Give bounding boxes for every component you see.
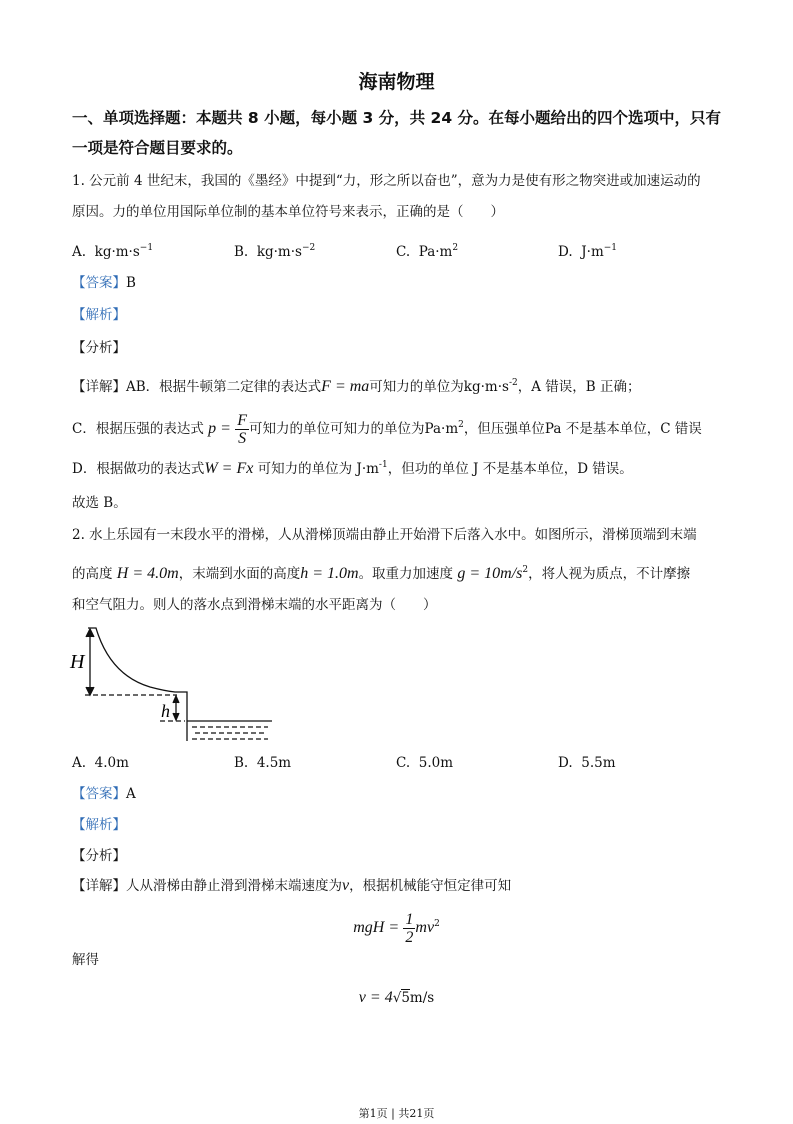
q1-option-b: B. $kg\cdot m\cdot s^{-2}$ — [234, 243, 316, 260]
fraction: $\frac{F}{S}$ — [237, 412, 248, 447]
q2-equation-energy: mgH = $\frac{1}{2}$ $mv^2$ — [353, 911, 440, 946]
q2-detail: 【详解】人从滑梯由静止滑到滑梯末端速度为v，根据机械能守恒定律可知 — [72, 877, 512, 894]
height-h-label: h — [161, 701, 170, 721]
q1-detail-ab: 【详解】AB．根据牛顿第二定律的表达式F = ma可知力的单位为$kg\cdot m\cdot s^{-2}$，A 错误，B 正确； — [72, 378, 641, 395]
height-H-label: H — [70, 651, 85, 673]
page-title: 海南物理 — [358, 71, 435, 93]
q2-fenxi-label: 【分析】 — [72, 848, 126, 864]
page-footer: 第1页 | 共21页 — [358, 1107, 435, 1120]
q2-stem: 2. 水上乐园有一末段水平的滑梯，人从滑梯顶端由静止开始滑下后落入水中。如图所示，滑梯顶端到末端 — [72, 527, 697, 543]
q1-detail-d: D．根据做功的表达式W = Fx 可知力的单位为 $J\cdot m^{-1}$，但功的单位 J 不是基本单位，D 错误。 — [72, 460, 633, 477]
q1-stem: 1. 公元前 4 世纪末，我国的《墨经》中提到“力，形之所以奋也”，意为力是使有形之物突进或加速运动的 — [72, 173, 701, 189]
q2-option-c: C. 5.0m — [396, 755, 454, 771]
q1-option-d: D. $J\cdot m^{-1}$ — [558, 243, 618, 260]
q1-option-c: C. $Pa\cdot m^2$ — [396, 243, 459, 260]
section-heading: 一、单项选择题：本题共 8 小题，每小题 3 分，共 24 分。在每小题给出的四个选项中，只有 — [72, 109, 722, 127]
q2-solve-label: 解得 — [72, 952, 99, 968]
q2-equation-v: v = 4√5m/s — [358, 989, 435, 1006]
q2-stem-cont2: 和空气阻力。则人的落水点到滑梯末端的水平距离为（ ） — [72, 597, 437, 613]
q1-analysis-label: 【解析】 — [72, 307, 126, 323]
q1-stem-cont: 原因。力的单位用国际单位制的基本单位符号来表示，正确的是（ ） — [72, 204, 504, 220]
q2-stem-cont: 的高度 H = 4.0m，末端到水面的高度h = 1.0m。取重力加速度 $g = 10m/s^2$，将人视为质点，不计摩擦 — [72, 565, 691, 582]
fraction: $\frac{1}{2}$ — [405, 911, 414, 946]
slide-diagram — [60, 615, 290, 750]
q2-option-b: B. 4.5m — [234, 755, 292, 771]
q1-conclusion: 故选 B。 — [72, 495, 127, 511]
q1-fenxi-label: 【分析】 — [72, 340, 126, 356]
q1-detail-c: C．根据压强的表达式 p = $\frac{F}{S}$ 可知力的单位可知力的单位为$Pa\cdot m^2$，但压强单位Pa 不是基本单位，C 错误 — [72, 412, 702, 447]
q2-option-a: A. 4.0m — [72, 755, 129, 771]
q1-option-a: A. $kg\cdot m\cdot s^{-1}$ — [72, 243, 154, 260]
section-heading-cont: 一项是符合题目要求的。 — [72, 139, 243, 157]
q2-answer: 【答案】A — [72, 786, 136, 802]
q1-answer: 【答案】B — [72, 275, 136, 291]
q2-option-d: D. 5.5m — [558, 755, 616, 771]
q2-analysis-label: 【解析】 — [72, 817, 126, 833]
